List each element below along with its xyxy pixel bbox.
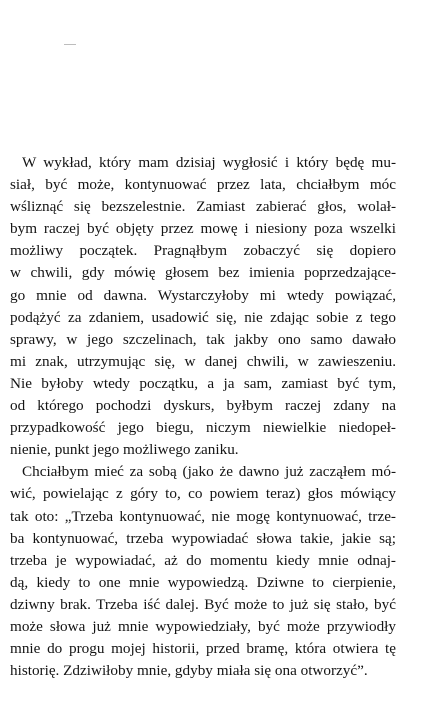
text-line: dą, kiedy to one mnie wypowiedzą. Dziwne to cierpienie, [10,573,396,591]
text-line: go mnie od dawna. Wystarczyłoby mi wtedy powiązać, [10,286,396,304]
text-line: możliwy początek. Pragnąłbym zobaczyć się dopiero [10,242,396,260]
text-line: tak oto: „Trzeba kontynuować, nie mogę kontynuować, trze- [10,507,396,525]
text-line: dziwny brak. Trzeba iść dalej. Być może to już się stało, być [10,595,396,613]
text-line: W wykład, który mam dzisiaj wygłosić i który będę mu- [22,154,396,171]
text-line: mi znak, utrzymując się, w danej chwili, w zawieszeniu. [10,352,396,370]
text-line: przypadkowość jego biegu, niczym niewielkie niedopeł- [10,419,396,437]
text-line: trzeba je wypowiadać, aż do momentu kiedy mnie odnaj- [10,551,396,569]
text-line: historię. Zdziwiłoby mnie, gdyby miała się ona otworzyć”. [10,662,368,680]
text-line: w chwili, gdy mówię głosem bez imienia poprzedzające- [10,264,396,282]
text-line: bym raczej być objęty przez mowę i niesiony poza wszelki [10,220,396,238]
text-line: sprawy, w jego szczelinach, tak jakby ono samo dawało [10,330,396,348]
text-line: wśliznąć się bezszelestnie. Zamiast zabierać głos, wolał- [10,198,396,216]
text-line: Nie byłoby wtedy początku, a ja sam, zamiast być tym, [10,374,396,392]
paragraph-2 [10,461,396,682]
paragraph-1 [10,152,396,461]
text-line: wić, powielając z góry to, co powiem teraz) głos mówiący [10,485,396,503]
text-line: podążyć za zdaniem, usadowić się, nie zdając sobie z tego [10,308,396,326]
page-header-mark [64,44,76,45]
text-line: ba kontynuować, trzeba wypowiadać słowa takie, jakie są; [10,529,396,547]
body-text [10,152,396,682]
text-line: Chciałbym mieć za sobą (jako że dawno już zacząłem mó- [22,463,396,481]
text-line: może słowa już mnie wypowiedziały, być może przywiodły [10,617,396,635]
text-line: od którego pochodzi dyskurs, byłbym raczej zdany na [10,397,396,415]
text-line: mnie do progu mojej historii, przed bramę, która otwiera tę [10,640,396,658]
text-line: siał, być może, kontynuować przez lata, chciałbym móc [10,176,396,194]
text-line: nienie, punkt jego możliwego zaniku. [10,441,239,459]
